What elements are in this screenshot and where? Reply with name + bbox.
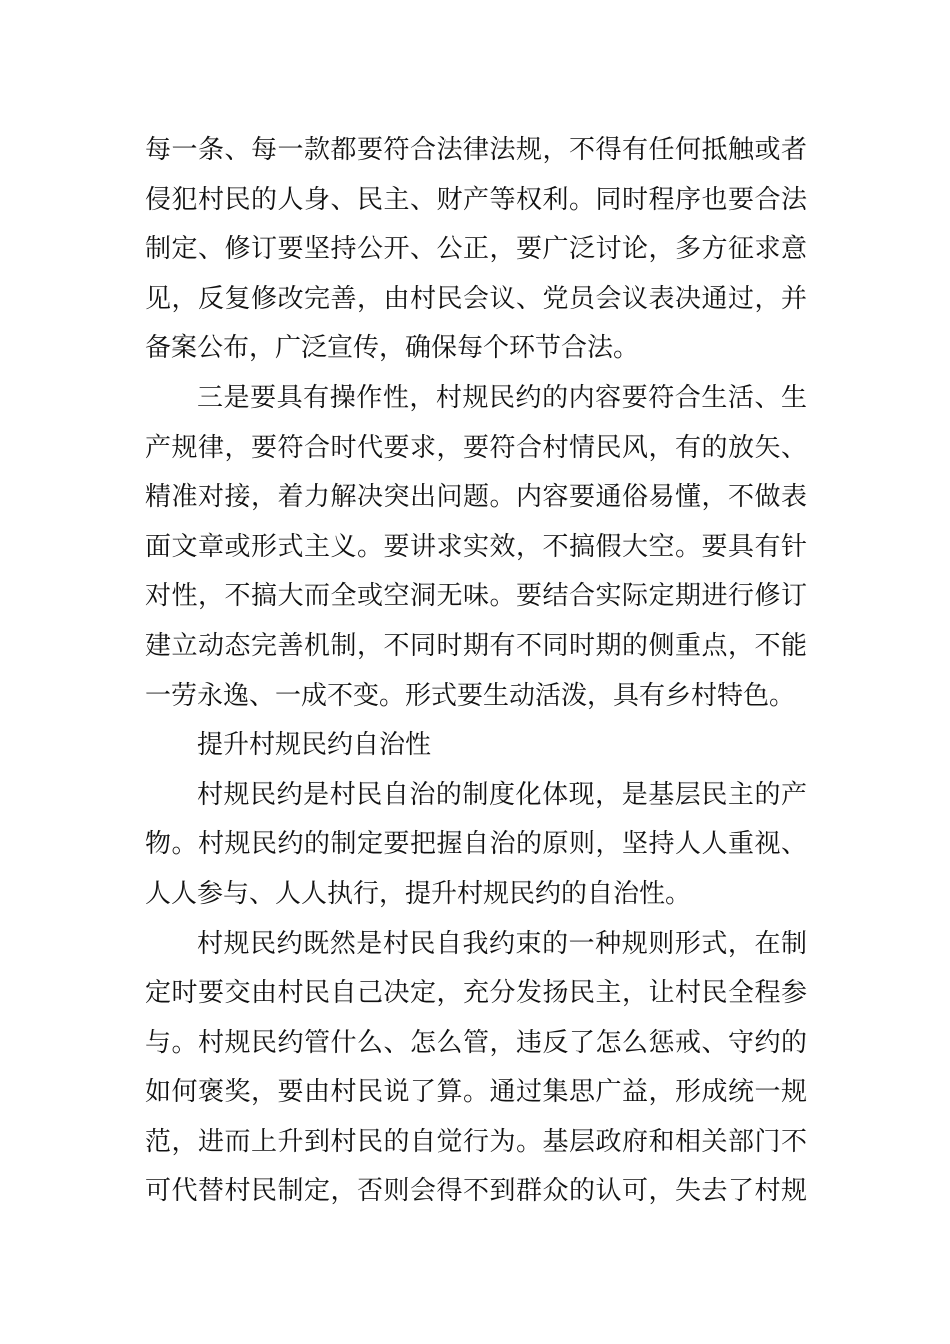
- text-line-20: 如何褒奖，要由村民说了算。通过集思广益，形成统一规: [145, 1077, 807, 1108]
- text-line-2: 侵犯村民的人身、民主、财产等权利。同时程序也要合法: [145, 184, 807, 215]
- text-line-4: 见，反复修改完善，由村民会议、党员会议表决通过，并: [145, 283, 807, 314]
- section-heading: 提升村规民约自治性: [197, 730, 432, 761]
- text-line-5: 备案公布，广泛宣传，确保每个环节合法。: [145, 333, 640, 364]
- text-line-1: 每一条、每一款都要符合法律法规，不得有任何抵触或者: [145, 135, 807, 165]
- text-line-14: 村规民约是村民自治的制度化体现，是基层民主的产: [197, 779, 807, 810]
- text-line-6: 三是要具有操作性，村规民约的内容要符合生活、生: [197, 382, 807, 413]
- body-text: [145, 126, 807, 1217]
- text-line-8: 精准对接，着力解决突出问题。内容要通俗易懂，不做表: [145, 482, 807, 513]
- text-line-16: 人人参与、人人执行，提升村规民约的自治性。: [145, 878, 692, 909]
- text-line-9: 面文章或形式主义。要讲求实效，不搞假大空。要具有针: [145, 531, 807, 562]
- text-line-15: 物。村规民约的制定要把握自治的原则，坚持人人重视、: [145, 829, 807, 860]
- text-line-18: 定时要交由村民自己决定，充分发扬民主，让村民全程参: [145, 978, 807, 1009]
- text-line-17: 村规民约既然是村民自我约束的一种规则形式，在制: [197, 928, 807, 959]
- text-line-11: 建立动态完善机制，不同时期有不同时期的侧重点，不能: [145, 630, 807, 661]
- text-line-22: 可代替村民制定，否则会得不到群众的认可，失去了村规: [145, 1176, 807, 1207]
- text-line-12: 一劳永逸、一成不变。形式要生动活泼，具有乡村特色。: [145, 680, 796, 711]
- text-line-21: 范，进而上升到村民的自觉行为。基层政府和相关部门不: [145, 1126, 807, 1157]
- text-line-7: 产规律，要符合时代要求，要符合村情民风，有的放矢、: [145, 432, 807, 463]
- text-line-19: 与。村规民约管什么、怎么管，违反了怎么惩戒、守约的: [145, 1027, 807, 1058]
- text-line-3: 制定、修订要坚持公开、公正，要广泛讨论，多方征求意: [145, 234, 807, 265]
- text-line-10: 对性，不搞大而全或空洞无味。要结合实际定期进行修订: [145, 581, 807, 612]
